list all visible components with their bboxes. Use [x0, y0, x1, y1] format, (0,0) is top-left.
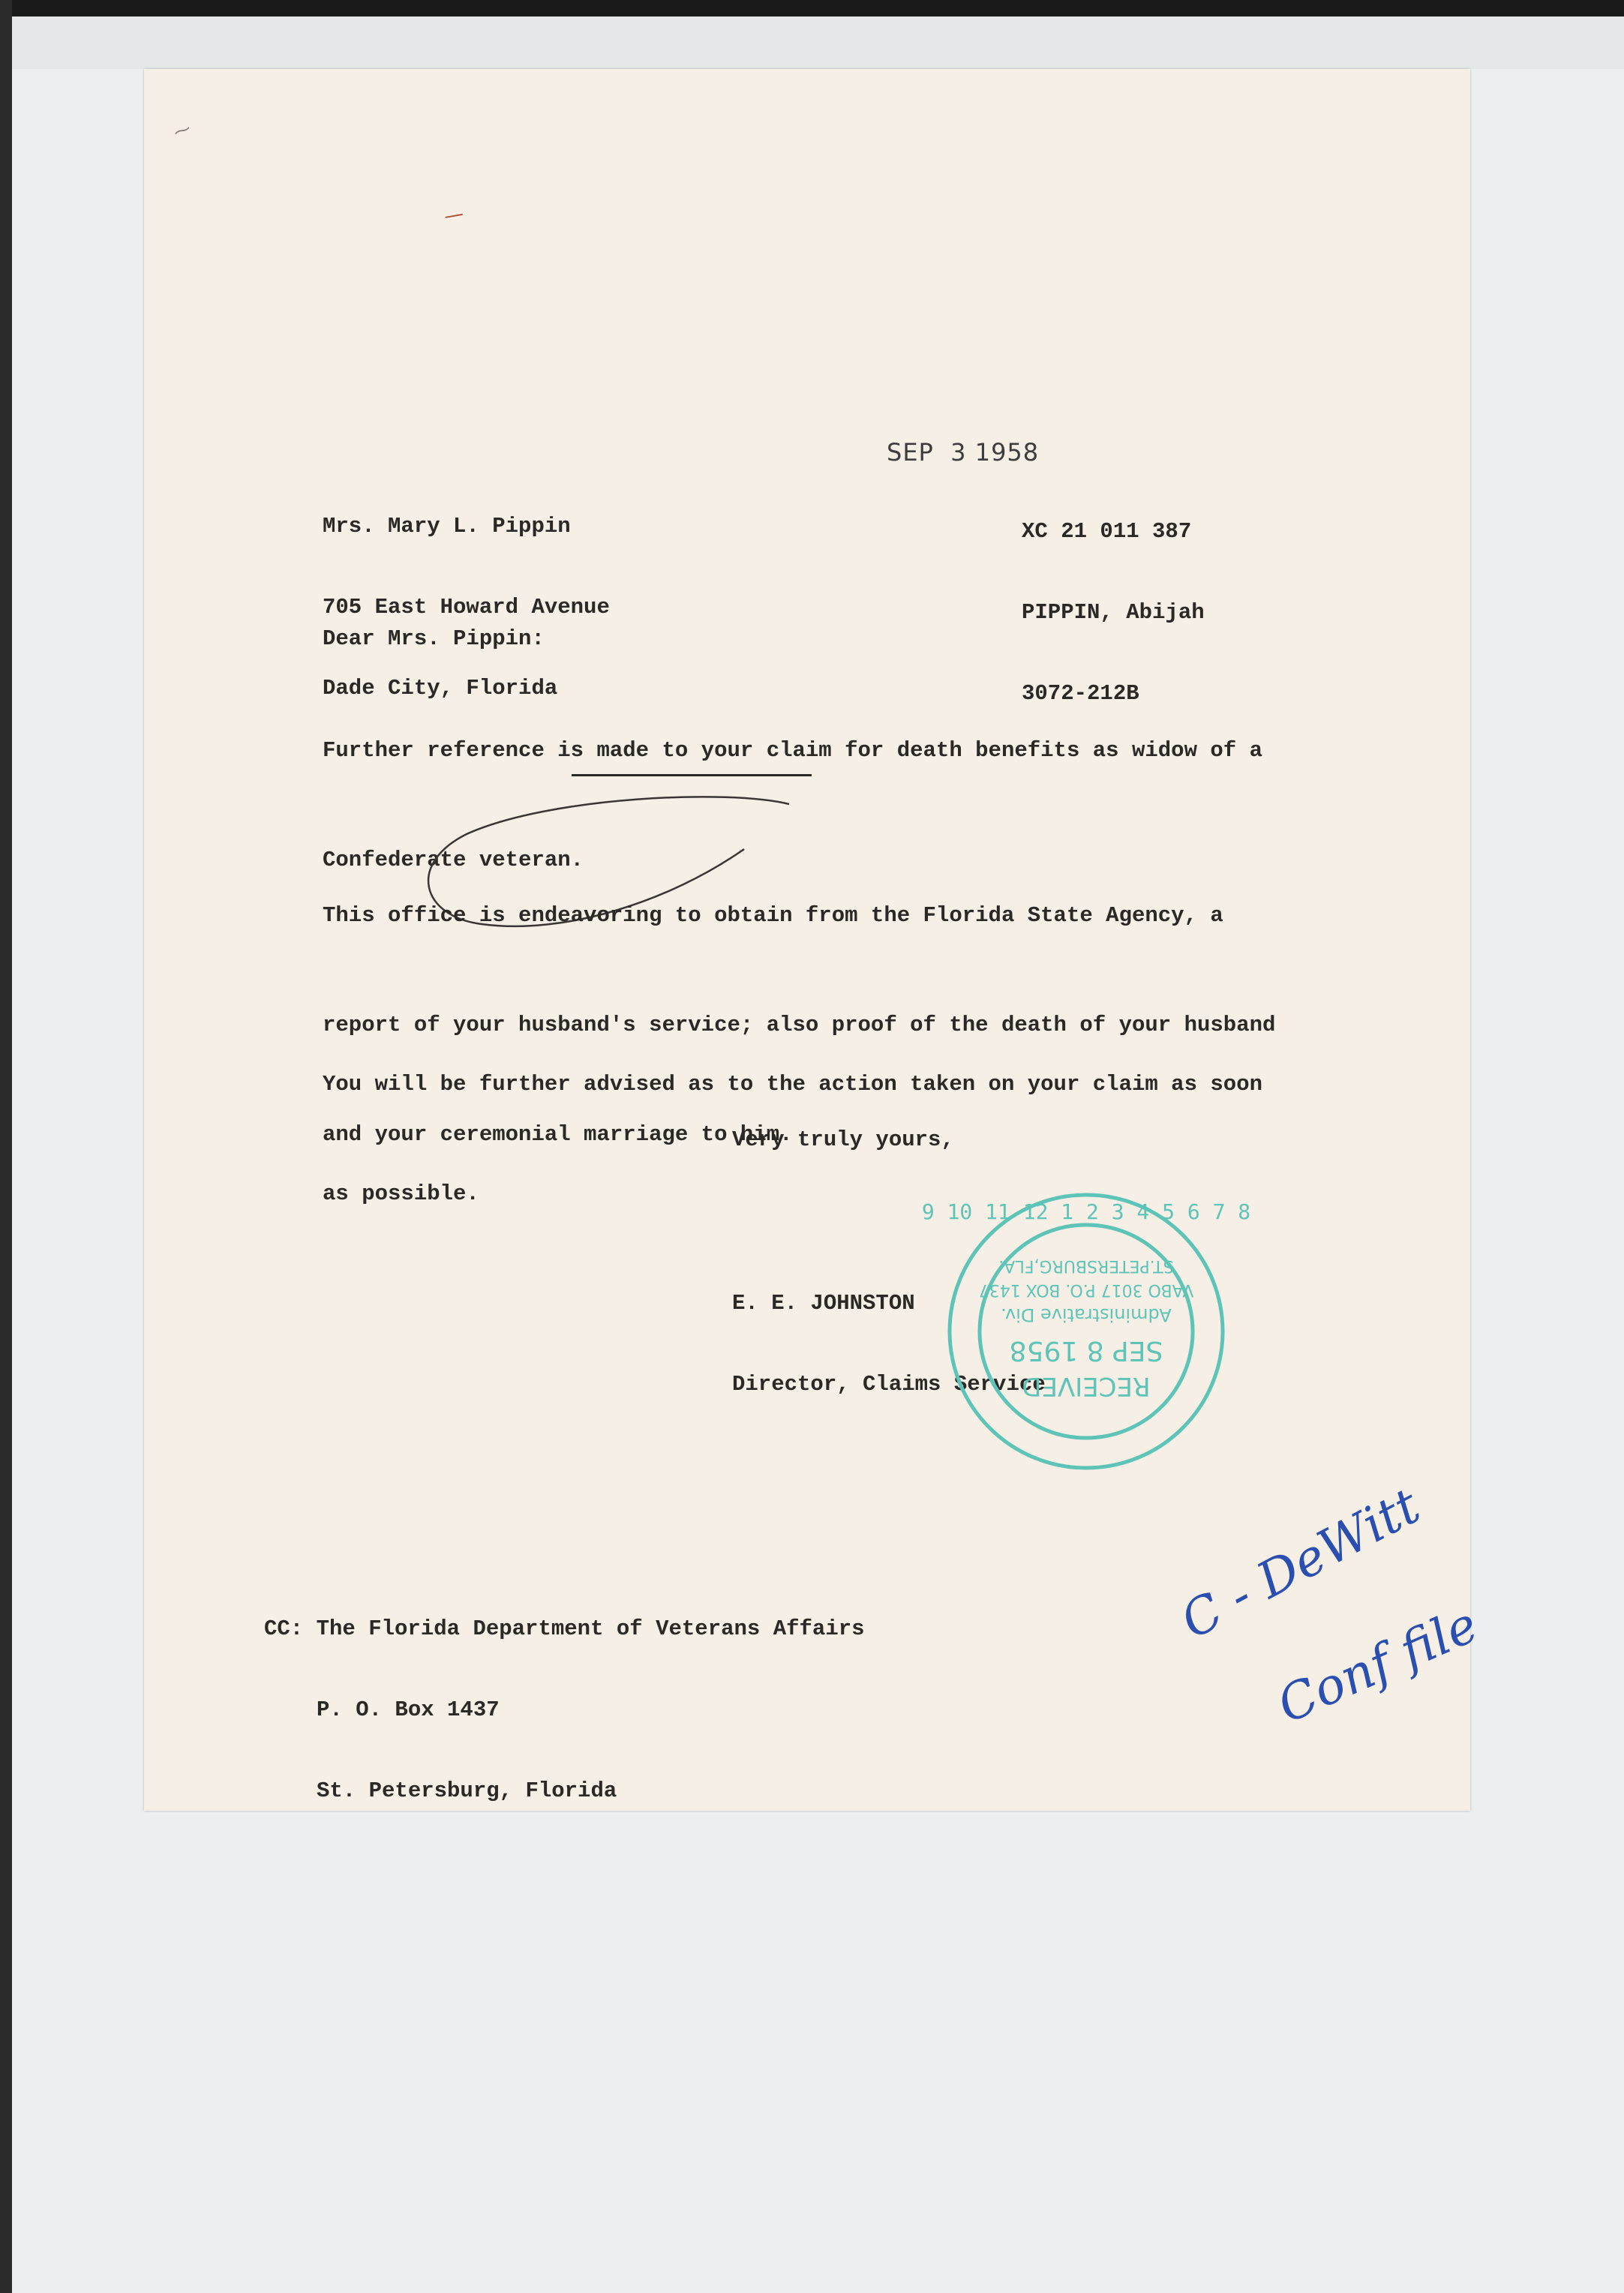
salutation: Dear Mrs. Pippin: — [323, 626, 545, 651]
paragraph-2-line: report of your husband's service; also proof of the death of your husband — [323, 1013, 1276, 1037]
recipient-street: 705 East Howard Avenue — [323, 595, 610, 620]
received-stamp-city: ST.PETERSBURG,FLA. — [998, 1256, 1174, 1275]
veteran-name: PIPPIN, Abijah — [1022, 600, 1205, 625]
received-stamp-ring-numbers: 9 10 11 12 1 2 3 4 5 6 7 8 — [921, 1199, 1251, 1224]
received-stamp-division: Administrative Div. — [1001, 1304, 1172, 1325]
paragraph-2-line: This office is endeavoring to obtain from the Florida State Agency, a — [323, 903, 1223, 928]
closing: Very truly yours, — [732, 1127, 954, 1152]
handwritten-note-line-1: C - DeWitt — [1172, 1476, 1430, 1650]
scan-top-edge — [0, 0, 1624, 17]
paragraph-3-line: as possible. — [323, 1181, 479, 1206]
file-code: 3072-212B — [1022, 681, 1139, 706]
letter-page — [144, 69, 1487, 1811]
cc-recipient: CC: The Florida Department of Veterans Affairs — [264, 1616, 865, 1641]
paragraph-2-line: and your ceremonial marriage to him. — [323, 1122, 793, 1147]
recipient-name: Mrs. Mary L. Pippin — [323, 514, 571, 539]
received-stamp — [921, 1189, 1251, 1474]
handwritten-note-line-2: Conf file — [1269, 1595, 1487, 1735]
paper-smudge: ⁓ — [171, 119, 194, 143]
claim-number: XC 21 011 387 — [1022, 519, 1192, 544]
recipient-city: Dade City, Florida — [323, 676, 558, 701]
signer-name: E. E. JOHNSTON — [732, 1291, 915, 1316]
scan-background-band — [12, 17, 1624, 69]
cc-block — [264, 1562, 865, 1859]
paper-smudge: — — [442, 202, 466, 229]
signer-title: Director, Claims Service — [732, 1372, 1046, 1397]
cc-city: St. Petersburg, Florida — [317, 1778, 617, 1803]
received-stamp-box: VABO 3017 P.O. BOX 1437 — [978, 1280, 1194, 1299]
paragraph-3-line: You will be further advised as to the action taken on your claim as soon — [323, 1072, 1263, 1097]
scan-left-edge — [0, 0, 12, 2293]
cc-po-box: P. O. Box 1437 — [317, 1697, 500, 1722]
paragraph-1-line: Confederate veteran. — [323, 848, 584, 872]
received-stamp-label: RECEIVED — [1022, 1371, 1151, 1401]
strikethrough-mark — [572, 774, 812, 776]
date-stamp: SEP 3 1958 — [887, 438, 1040, 467]
paragraph-1-line: Further reference is made to your claim for death benefits as widow of a — [323, 738, 1263, 763]
received-stamp-date: SEP 8 1958 — [1009, 1335, 1163, 1366]
